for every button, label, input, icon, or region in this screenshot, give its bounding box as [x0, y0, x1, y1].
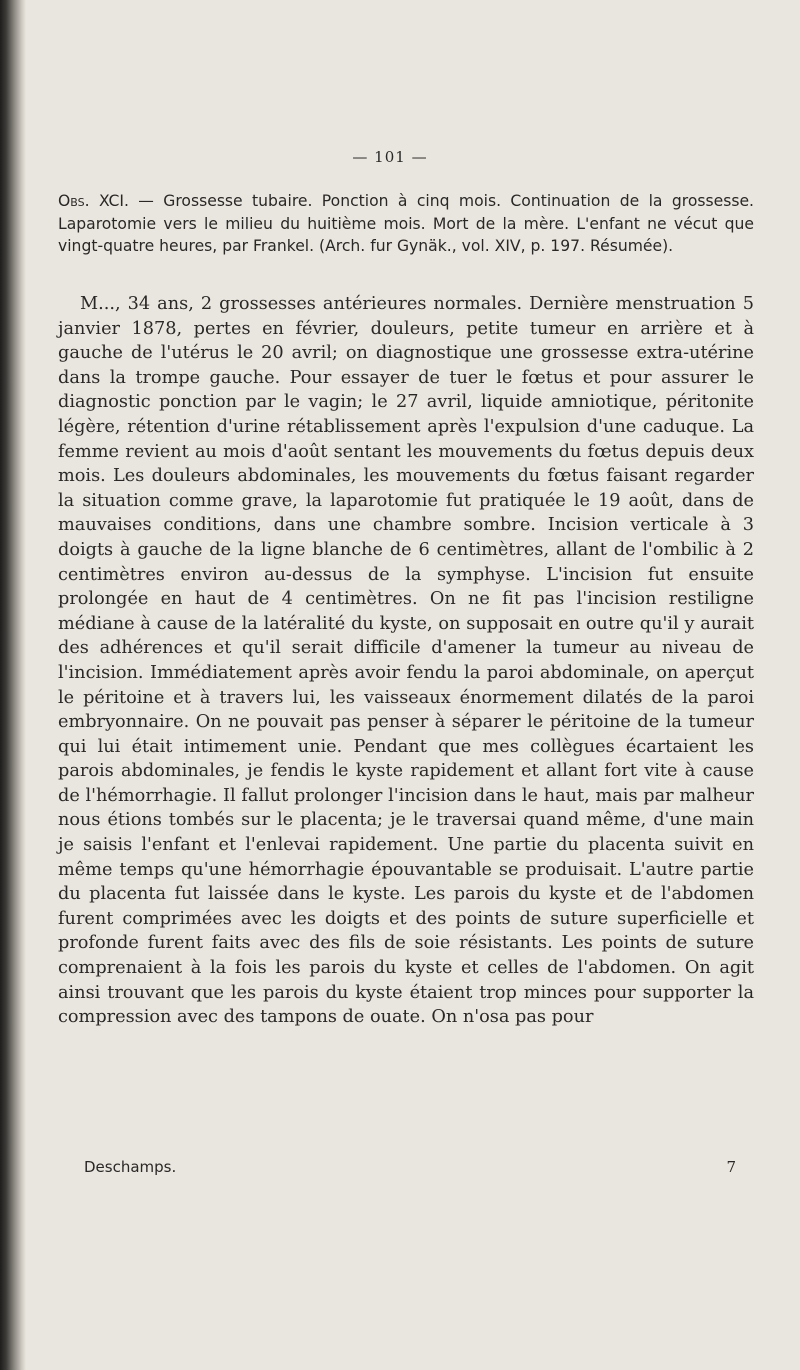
book-binding-shadow: [0, 0, 26, 1370]
observation-label: Obs. XCI.: [58, 192, 129, 210]
sheet-number: 7: [726, 1158, 736, 1176]
signature-mark: Deschamps.: [84, 1158, 177, 1176]
case-body-text: M..., 34 ans, 2 grossesses antérieures normales. Dernière menstruation 5 janvier 1878, pertes en février, douleurs, petite tumeur en arrière et à gauche de l'utérus le 20 avril; on diagnostique une grossesse extra-utérine dans la trompe gauche. Pour essayer de tuer le fœtus et pour assurer le diagnostic ponction par le vagin; le 27 avril, liquide amniotique, péritonite légère, rétention d'urine rétablissement après l'expulsion d'une caduque. La femme revient au mois d'août sentant les mouvements du fœtus depuis deux mois. Les douleurs abdominales, les mouvements du fœtus faisant regarder la situation comme grave, la laparotomie fut pratiquée le 19 août, dans de mauvaises conditions, dans une chambre sombre. Incision verticale à 3 doigts à gauche de la ligne blanche de 6 centimètres, allant de l'ombilic à 2 centimètres environ au-dessus de la symphyse. L'incision fut ensuite prolongée en haut de 4 centimètres. On ne fit pas l'incision restiligne médiane à cause de la latéralité du kyste, on supposait en outre qu'il y aurait des adhérences et qu'il serait difficile d'amener la tumeur au niveau de l'incision. Immédiatement après avoir fendu la paroi abdominale, on aperçut le péritoine et à travers lui, les vaisseaux énormement dilatés de la paroi embryonnaire. On ne pouvait pas penser à séparer le péritoine de la tumeur qui lui était intimement unie. Pendant que mes collègues écartaient les parois abdominales, je fendis le kyste rapidement et allant fort vite à cause de l'hémorrhagie. Il fallut prolonger l'incision dans le haut, mais par malheur nous étions tombés sur le placenta; je le traversai quand même, d'une main je saisis l'enfant et l'enlevai rapidement. Une partie du placenta suivit en même temps qu'une hémorrhagie épouvantable se produisait. L'autre partie du placenta fut laissée dans le kyste. Les parois du kyste et de l'abdomen furent comprimées avec les doigts et des points de suture superficielle et profonde furent faits avec des fils de soie résistants. Les points de suture comprenaient à la fois les parois du kyste et celles de l'abdomen. On agit ainsi trouvant que les parois du kyste étaient trop minces pour supporter la compression avec des tampons de ouate. On n'osa pas pour: [58, 294, 754, 1028]
book-page: [40, 0, 800, 1370]
page-number: — 101 —: [352, 148, 428, 166]
observation-summary: [58, 190, 754, 258]
observation-summary-text: — Grossesse tubaire. Ponction à cinq mois. Continuation de la grossesse. Laparotomie vers le milieu du huitième mois. Mort de la mère. L'enfant ne vécut que vingt-quatre heures, par Frankel. (Arch. fur Gynäk., vol. XIV, p. 197. Résumée).: [58, 192, 755, 256]
